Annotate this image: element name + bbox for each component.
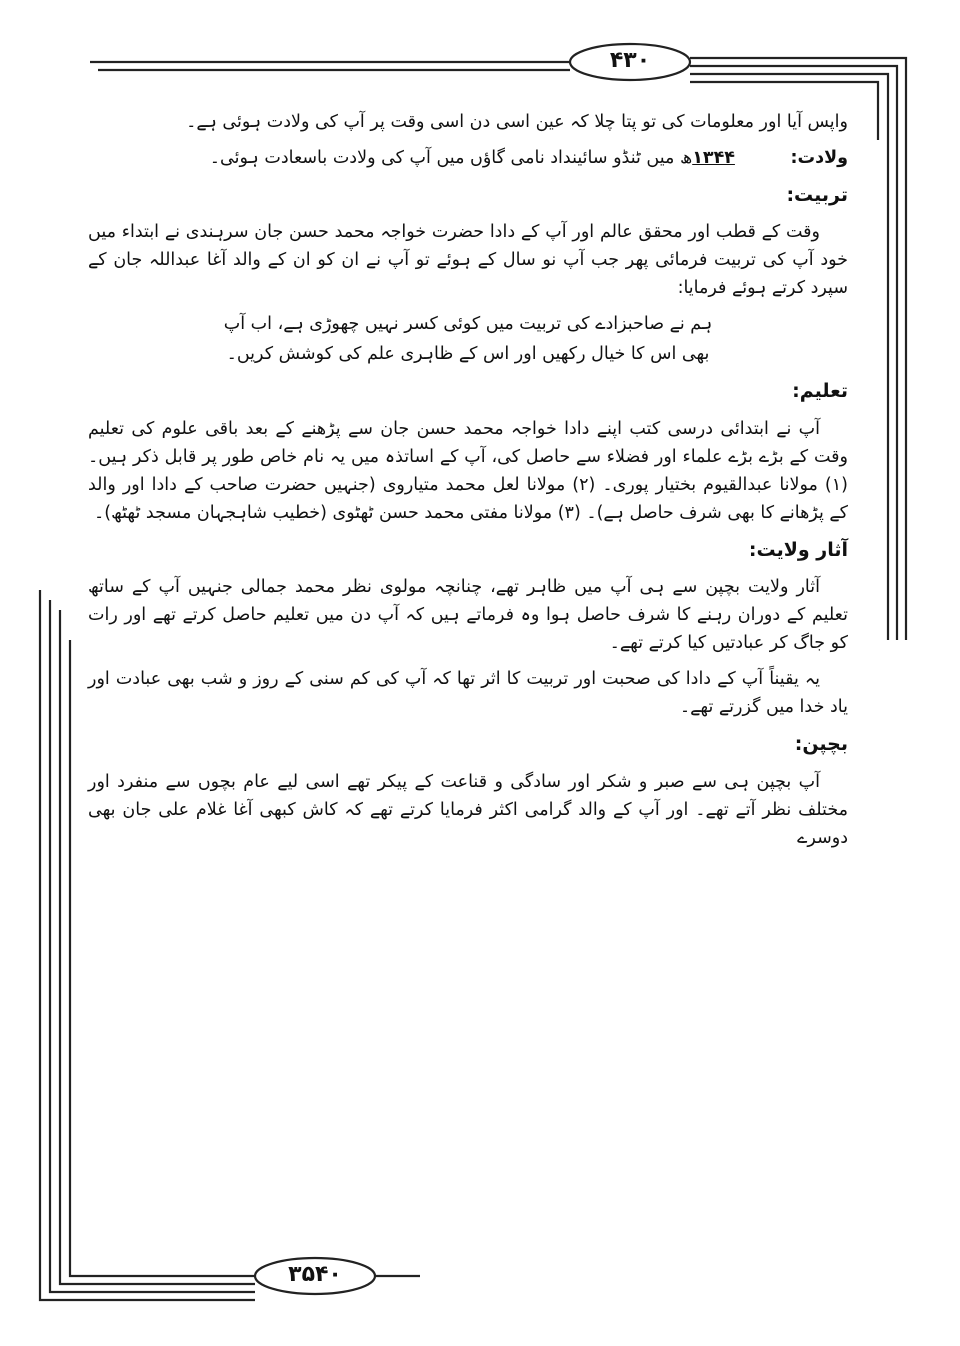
page-body: [88, 108, 848, 860]
quote-line: بھی اس کا خیال رکھیں اور اس کے ظاہری علم کی کوشش کریں۔: [226, 344, 710, 365]
birth-year: ۱۳۴۴: [692, 148, 735, 168]
taleem-paragraph: آپ نے ابتدائی درسی کتب اپنے دادا خواجہ محمد حسن جان سے پڑھنے کے بعد باقی علوم کی تعلیم وقت کے بڑے بڑے علماء اور فضلاء سے حاصل کی، آپ کے اساتذہ میں یہ نام خاص طور پر قابل ذکر ہیں۔ (۱) مولانا عبدالقیوم بختیار پوری۔ (۲) مولانا لعل محمد متیاروی (جنہیں حضرت صاحب کے دادا اور والد کے پڑھانے کا بھی شرف حاصل ہے)۔ (۳) مولانا مفتی محمد حسن ٹھٹوی (خطیب شاہجہان مسجد ٹھٹھ)۔: [88, 418, 848, 523]
heading-bachpan: بچپن:: [794, 733, 848, 756]
birth-line: [88, 144, 848, 172]
tarbiyat-paragraph: وقت کے قطب اور محقق عالم اور آپ کے دادا حضرت خواجہ محمد حسن جان سرہندی نے ابتداء میں خود آپ کی تربیت فرمائی پھر جب آپ نو سال کے ہوئے تو آپ نے ان کو ان کے والد آغا عبداللہ جان کے سپرد کرتے ہوئے فرمایا:: [88, 222, 848, 299]
birth-label: ولادت:: [790, 148, 848, 168]
intro-line: واپس آیا اور معلومات کی تو پتا چلا کہ عین اسی دن اسی وقت پر آپ کی ولادت ہوئی ہے۔: [186, 112, 848, 132]
page-number-top: ۴۳۰: [609, 48, 651, 73]
quote-line: ہم نے صاحبزادے کی تربیت میں کوئی کسر نہیں چھوڑی ہے، اب آپ: [223, 314, 713, 335]
birth-text: ھ میں ٹنڈو سائینداد نامی گاؤں میں آپ کی ولادت باسعادت ہوئی۔: [209, 148, 693, 168]
asaar-paragraph-2: یہ یقیناً آپ کے دادا کی صحبت اور تربیت کا اثر تھا کہ آپ کی کم سنی کے روز و شب بھی عبادت اور یاد خدا میں گزرتے تھے۔: [88, 669, 848, 718]
heading-tarbiyat: تربیت:: [786, 184, 848, 206]
page-number-bottom: ۳۵۴۰: [288, 1262, 342, 1287]
heading-taleem: تعلیم:: [792, 380, 848, 403]
heading-asaar-wilayat: آثار ولایت:: [748, 538, 848, 561]
bachpan-paragraph: آپ بچپن ہی سے صبر و شکر اور سادگی و قناعت کے پیکر تھے اسی لیے عام بچوں سے منفرد اور مختلف نظر آتے تھے۔ اور آپ کے والد گرامی اکثر فرمایا کرتے تھے کہ کاش کبھی آغا غلام علی جان بھی دوسرے: [88, 771, 848, 848]
tarbiyat-quote: [218, 310, 718, 368]
asaar-paragraph-1: آثار ولایت بچپن سے ہی آپ میں ظاہر تھے، چنانچہ مولوی نظر محمد جمالی جنہیں آپ کے ساتھ تعلیم کے دوران رہنے کا شرف حاصل ہوا وہ فرماتے ہیں کہ آپ دن میں تعلیم حاصل کرتے تھے اور رات کو جاگ کر عبادتیں کیا کرتے تھے۔: [88, 577, 848, 654]
